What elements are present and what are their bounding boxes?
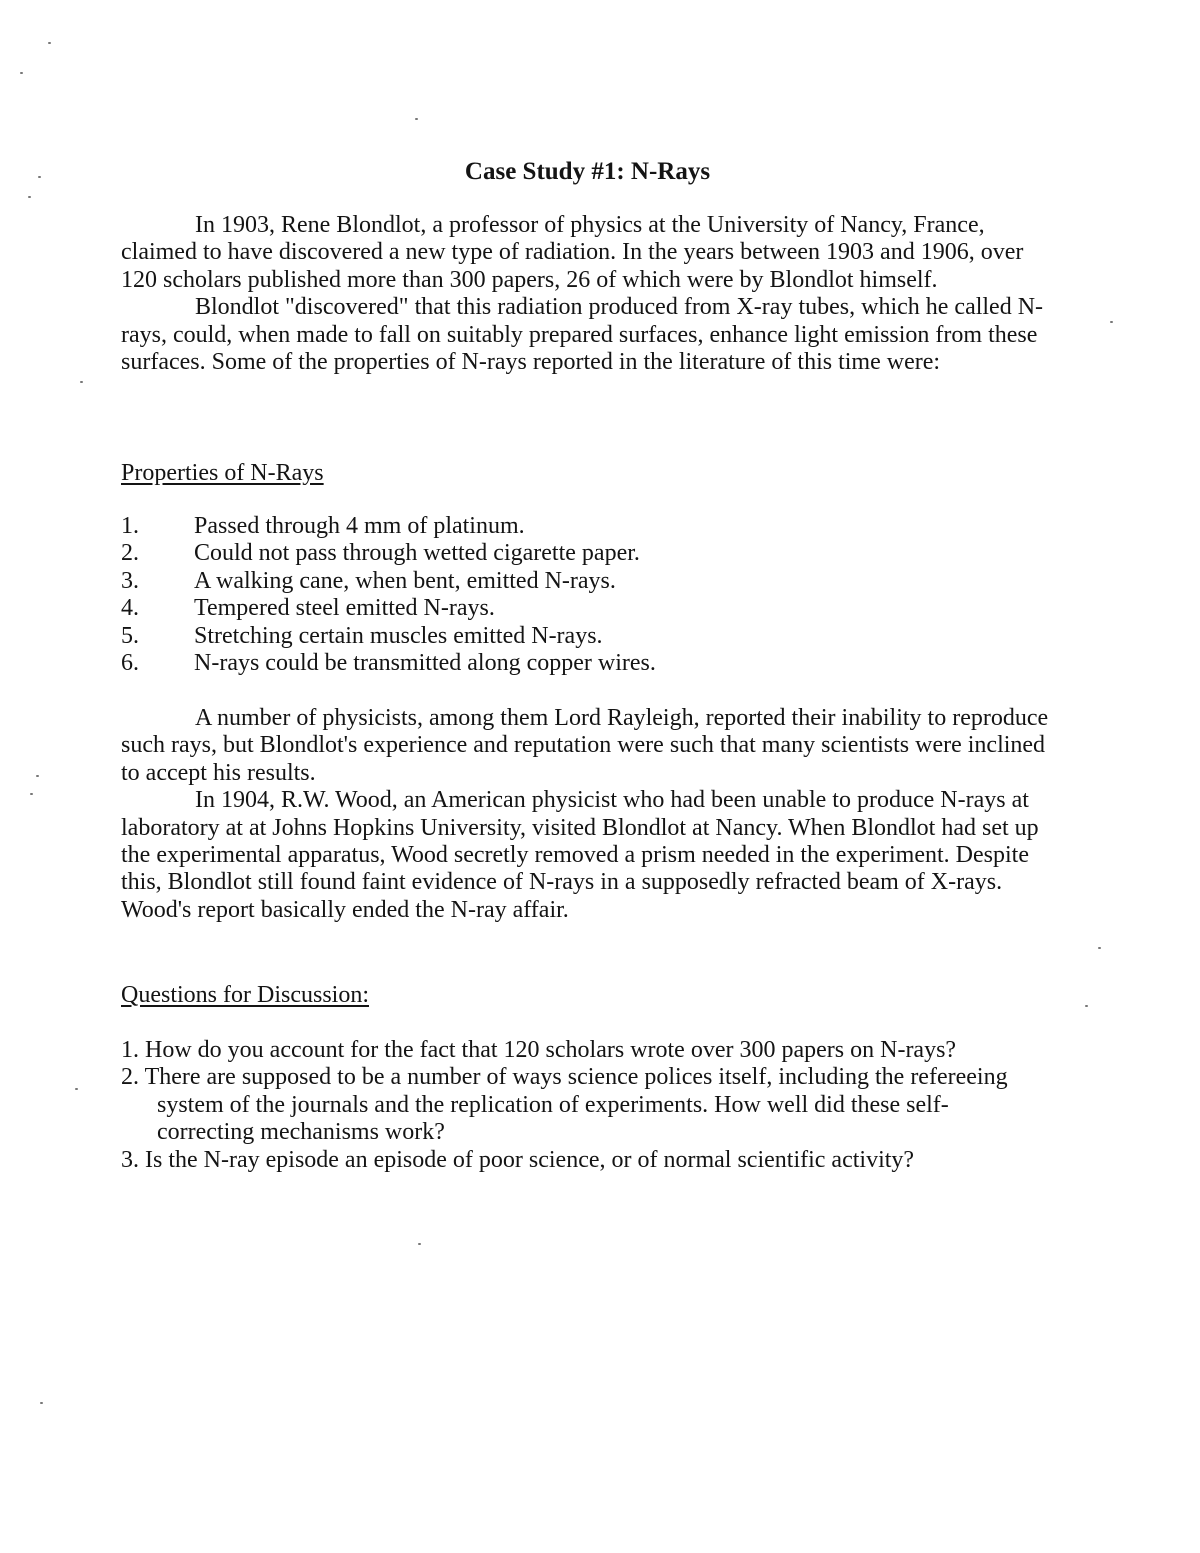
body-paragraph: In 1904, R.W. Wood, an American physicist who had been unable to produce N-rays at laboratory at at Johns Hopkins University, visited Blondlot at Nancy. When Blondlot had set up the experimental apparatus, Wood secretly removed a prism needed in the experiment. Despite this, Blondlot still found faint evidence of N-rays in a supposedly refracted beam of X-rays. Wood's report basically ended the N-ray affair. — [121, 787, 1039, 923]
questions-list — [121, 1037, 1041, 1174]
intro-section — [121, 212, 1056, 376]
list-item: 1. How do you account for the fact that 120 scholars wrote over 300 papers on N-rays? — [121, 1037, 957, 1063]
list-item-number: 4. — [121, 595, 139, 622]
scan-speck — [415, 118, 418, 120]
list-item-text: Stretching certain muscles emitted N-rays. — [194, 622, 603, 649]
scan-speck — [1098, 947, 1101, 949]
scan-speck — [20, 72, 23, 74]
list-item-text: A walking cane, when bent, emitted N-rays. — [194, 567, 616, 594]
scan-speck — [1085, 1005, 1088, 1007]
list-item-number: 3. — [121, 567, 139, 594]
scan-speck — [80, 381, 83, 383]
list-item: 2. There are supposed to be a number of ways science polices itself, including the refereeing system of the journals and the replication of experiments. How well did these self-correcting mechanisms work? — [121, 1064, 1008, 1146]
intro-paragraph: In 1903, Rene Blondlot, a professor of physics at the University of Nancy, France, claimed to have discovered a new type of radiation. In the years between 1903 and 1906, over 120 scholars published more than 300 papers, 26 of which were by Blondlot himself. — [121, 212, 1024, 293]
body-section — [121, 705, 1056, 924]
list-item-text: Passed through 4 mm of platinum. — [194, 513, 525, 539]
scan-speck — [28, 196, 31, 198]
list-item — [121, 650, 656, 677]
list-item — [121, 568, 656, 595]
questions-heading: Questions for Discussion: — [121, 982, 369, 1008]
list-item-number: 6. — [121, 650, 139, 677]
list-item-text: Could not pass through wetted cigarette paper. — [194, 540, 640, 567]
list-item-text: Tempered steel emitted N-rays. — [194, 595, 495, 622]
properties-heading: Properties of N-Rays — [121, 460, 324, 486]
scan-speck — [418, 1243, 421, 1245]
page-title: Case Study #1: N-Rays — [464, 158, 711, 185]
list-item-number: 1. — [121, 513, 139, 539]
list-item — [121, 623, 656, 650]
scan-speck — [40, 1402, 43, 1404]
scan-speck — [1110, 321, 1113, 323]
scan-speck — [36, 775, 39, 777]
properties-list — [121, 513, 656, 677]
scan-speck — [48, 42, 51, 44]
list-item — [121, 595, 656, 622]
scan-speck — [30, 793, 33, 795]
list-item — [121, 540, 656, 567]
intro-paragraph: Blondlot "discovered" that this radiation produced from X-ray tubes, which he called N-rays, could, when made to fall on suitably prepared surfaces, enhance light emission from these surfaces. Some of the properties of N-rays reported in the literature of this time were: — [121, 294, 1044, 376]
list-item: 3. Is the N-ray episode an episode of poor science, or of normal scientific activity? — [121, 1146, 915, 1173]
list-item-number: 5. — [121, 622, 139, 649]
list-item-number: 2. — [121, 540, 139, 567]
list-item — [121, 513, 656, 540]
list-item-text: N-rays could be transmitted along copper wires. — [194, 650, 656, 677]
body-paragraph: A number of physicists, among them Lord Rayleigh, reported their inability to reproduce such rays, but Blondlot's experience and reputation were such that many scientists were inclined to accept his results. — [121, 705, 1049, 786]
scan-speck — [75, 1088, 78, 1090]
